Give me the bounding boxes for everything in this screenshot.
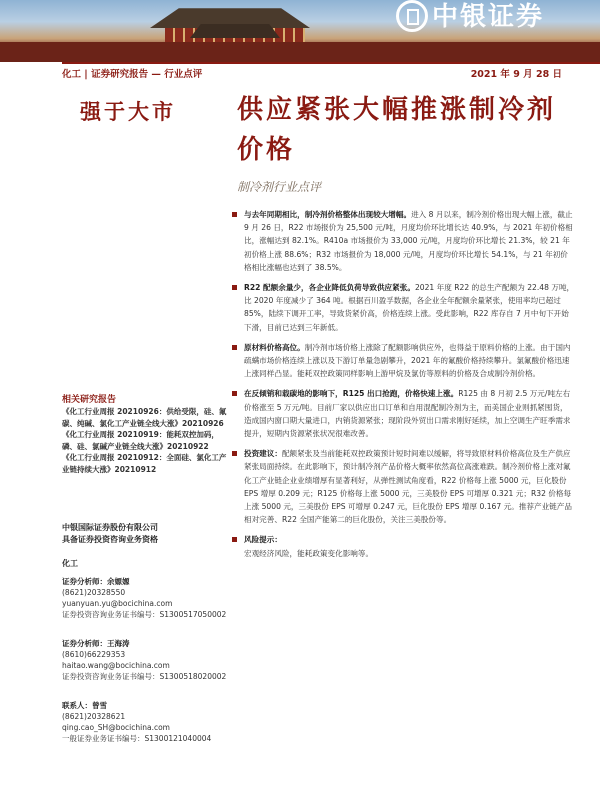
- bullet-lead: 与去年同期相比，制冷剂价格整体出现较大增幅。: [244, 210, 412, 219]
- header-banner: [0, 0, 600, 62]
- rating: 强于大市: [80, 99, 176, 124]
- header-rule: [62, 62, 600, 64]
- analyst-cert: 证券投资咨询业务证书编号：S1300517050002: [62, 610, 227, 619]
- report-category: 化工 | 证券研究报告 — 行业点评: [62, 69, 203, 80]
- palace-roof-lower-image: [190, 24, 280, 38]
- related-reports-list: [62, 406, 230, 475]
- bullet-lead: 原材料价格高位。: [244, 342, 305, 352]
- related-reports-heading: 相关研究报告: [62, 395, 117, 405]
- bullet-paragraph: [230, 208, 575, 274]
- analyst-name: 联系人：曾雪: [62, 701, 107, 710]
- industry-label: 化工: [62, 559, 78, 568]
- analyst-phone: (8621)20328550: [62, 588, 126, 597]
- company-name: 中银国际证券股份有限公司 具备证券投资咨询业务资格: [62, 523, 158, 544]
- analyst-phone: (8610)66229353: [62, 650, 126, 659]
- bullet-paragraph: [230, 447, 575, 526]
- analyst-cert: 一般证券业务证书编号：S1300121040004: [62, 734, 212, 743]
- bullet-paragraph: [230, 533, 575, 559]
- analyst-name: 证券分析师：余嫄嫄: [62, 577, 130, 586]
- bullet-text: R125 由 8 月初 2.5 万元/吨左右价格涨至 5 万元/吨。目前厂家以供应出口订单和自用混配制冷剂为主，而美国企业则抓紧囤货，造成国内窗口期大量进口，内销货源紧张；现阶段外贸出口需求刚好延续，加上空调生产旺季需求提升，短期内货源紧张状况很难改善。: [244, 389, 571, 439]
- bullet-paragraph: [230, 341, 575, 381]
- analyst-block: [62, 638, 232, 682]
- bullet-text: 配额紧张及当前能耗双控政策预计短时间难以缓解，将导致原材料价格高位及生产供应紧张局面持续。在此影响下，预计制冷剂产品价格大概率依然高位高涨难跌。制冷剂价格上涨对氟化工产业链企业业绩增厚有显著利好，从弹性测试角度看，R22 价格每上涨 5000 元，巨化股份 EPS 增厚 0.209 元；R125 价格每上涨 5000 元，三美股份 EPS 可增厚 0.321 元；R32 价格每上涨 5000 元，三美股份 EPS 可增厚 0.247 元，巨化股份 EPS 增厚 0.167 元。推荐产业链产品相对完善、R22 全国产能第二的巨化股份，关注三美股份等。: [244, 449, 572, 525]
- bullet-text: 进入 8 月以来，制冷剂价格出现大幅上涨，截止 9 月 26 日，R22 市场报价为 25,500 元/吨，月度均价环比增长达 40.9%，与 2021 年初价格相比，涨幅达到 82.1%。R410a 市场报价为 33,000 元/吨，月度均价环比增长 21.3%，较 21 年初价格上涨 88.6%；R32 市场报价为 18,000 元/吨，月度均价环比增长 54.1%，与 21 年初价格相比涨幅也达到了 38.5%。: [244, 210, 573, 272]
- analyst-email: qing.cao_SH@bocichina.com: [62, 723, 170, 732]
- bullet-lead: 在反倾销和载碳地的影响下，R125 出口抢跑，价格快速上涨。: [244, 389, 459, 399]
- bullet-paragraph: [230, 281, 575, 334]
- bullet-lead: 投资建议：: [244, 449, 282, 459]
- related-report-item: 《化工行业周报 20210919：能耗双控加码，磷、硅、氯碱产业链全线大涨》20210922: [62, 430, 219, 451]
- palace-wall-image: [0, 42, 600, 62]
- report-subtitle: 制冷剂行业点评: [237, 180, 322, 194]
- related-report-item: 《化工行业周报 20210926：供给受限，硅、氟碳、纯碱、氯化工产业链全线大涨》20210926: [62, 407, 227, 428]
- analyst-email: haitao.wang@bocichina.com: [62, 661, 170, 670]
- analyst-block: [62, 576, 232, 620]
- bullet-lead: 风险提示：: [244, 535, 282, 545]
- boc-logo-icon: [396, 0, 428, 32]
- bullet-text: 宏观经济风险，能耗政策变化影响等。: [244, 548, 374, 558]
- bullet-text: 制冷剂市场价格上涨除了配额影响供应外，也得益于原料价格的上涨。由于国内疏螨市场价格连续上涨以及下游订单量急剧攀升，2021 年的氟酸价格持续攀升。氯氟酸价格迅速上涨同样凸显。能耗双控政策同样影响上游甲烷及氯仿等原料的价格及合成制冷剂价格。: [244, 342, 571, 379]
- report-title: 供应紧张大幅推涨制冷剂价格: [237, 95, 557, 165]
- bullet-text: 2021 年度 R22 的总生产配额为 22.48 万吨，比 2020 年度减少了 364 吨。根据百川盈孚数据，各企业全年配额余量紧张，使用率均已超过 85%，陆续下调开工率，导致货紧价高，价格连续上涨。受此影响，R22 库存自 7 月中旬下开始下滑，目前已达到三年新低。: [244, 283, 575, 332]
- bullet-paragraph: [230, 387, 575, 440]
- analyst-block: [62, 700, 232, 744]
- analyst-cert: 证券投资咨询业务证书编号：S1300518020002: [62, 672, 227, 681]
- report-body: [230, 208, 575, 567]
- bullet-lead: R22 配额余量少，各企业降低负荷导致供应紧张。: [244, 283, 415, 293]
- analyst-email: yuanyuan.yu@bocichina.com: [62, 599, 173, 608]
- related-report-item: 《化工行业周报 20210912：全面硅、氯化工产业链持续大涨》20210912: [62, 453, 227, 474]
- logo-text: 中银证券: [432, 2, 545, 32]
- report-date: 2021 年 9 月 28 日: [470, 69, 562, 80]
- analyst-name: 证券分析师：王海涛: [62, 639, 130, 648]
- analyst-phone: (8621)20328621: [62, 712, 126, 721]
